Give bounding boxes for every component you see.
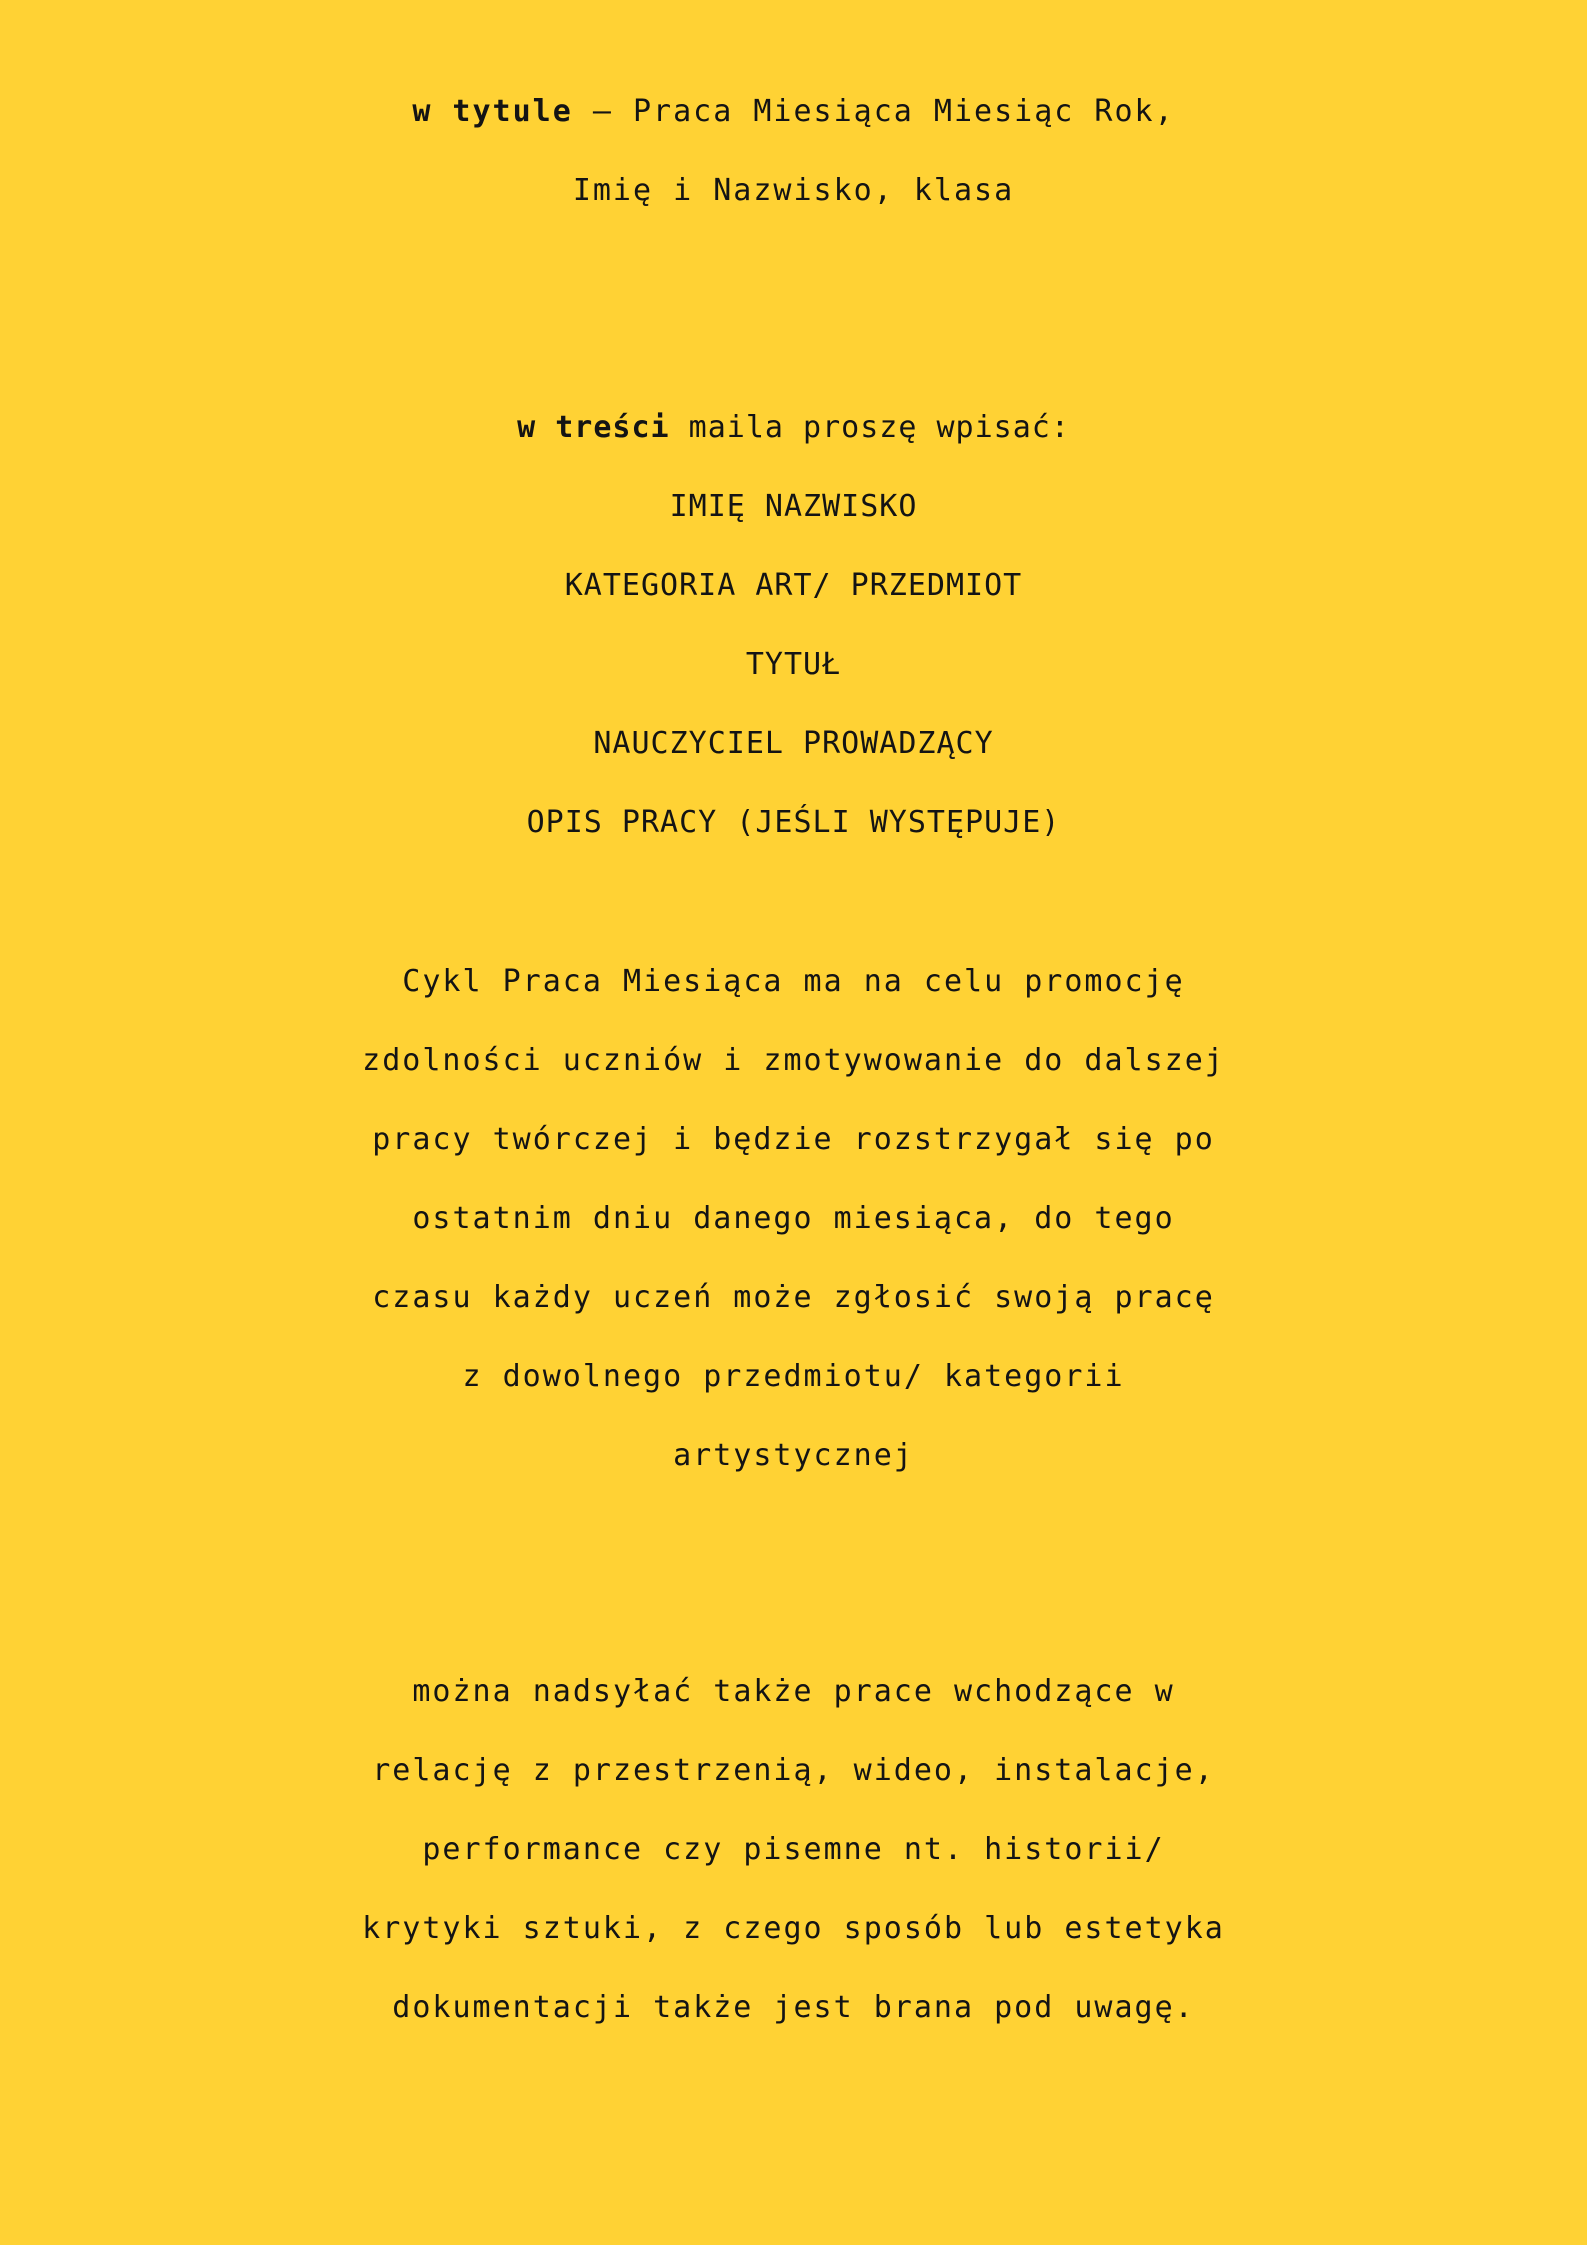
body-label: w treści (517, 410, 670, 445)
body-intro: maila proszę wpisać: (669, 410, 1070, 445)
paragraph-line: czasu każdy uczeń może zgłosić swoją pracę (372, 1280, 1215, 1315)
email-body-instructions (0, 388, 1587, 862)
subject-label: w tytule (412, 94, 573, 129)
paragraph-line: można nadsyłać także prace wchodzące w (412, 1674, 1175, 1709)
paragraph-line: artystycznej (673, 1438, 914, 1473)
body-heading (0, 388, 1587, 467)
paragraph-line: zdolności uczniów i zmotywowanie do dalszej (362, 1043, 1225, 1078)
paragraph-line: pracy twórczej i będzie rozstrzygał się po (372, 1122, 1215, 1157)
paragraph-line: dokumentacji także jest brana pod uwagę. (392, 1990, 1195, 2025)
paragraph-line: ostatnim dniu danego miesiąca, do tego (412, 1201, 1175, 1236)
paragraph-line: z dowolnego przedmiotu/ kategorii (462, 1359, 1125, 1394)
field-teacher: NAUCZYCIEL PROWADZĄCY (593, 726, 994, 761)
paragraph-line: Cykl Praca Miesiąca ma na celu promocję (402, 964, 1185, 999)
paragraph-line: relację z przestrzenią, wideo, instalacje, (372, 1753, 1215, 1788)
email-subject-instructions (0, 72, 1587, 230)
field-title: TYTUŁ (745, 647, 842, 682)
subject-format: – Praca Miesiąca Miesiąc Rok, (572, 94, 1175, 129)
additional-info-paragraph (0, 1652, 1587, 2047)
paragraph-line: krytyki sztuki, z czego sposób lub estetyka (362, 1911, 1225, 1946)
about-paragraph (0, 942, 1587, 1495)
field-category: KATEGORIA ART/ PRZEDMIOT (564, 568, 1023, 603)
paragraph-line: performance czy pisemne nt. historii/ (422, 1832, 1165, 1867)
field-name: IMIĘ NAZWISKO (669, 489, 918, 524)
field-description: OPIS PRACY (JEŚLI WYSTĘPUJE) (526, 805, 1061, 840)
subject-line-1 (0, 72, 1587, 151)
subject-line-2: Imię i Nazwisko, klasa (572, 173, 1015, 208)
